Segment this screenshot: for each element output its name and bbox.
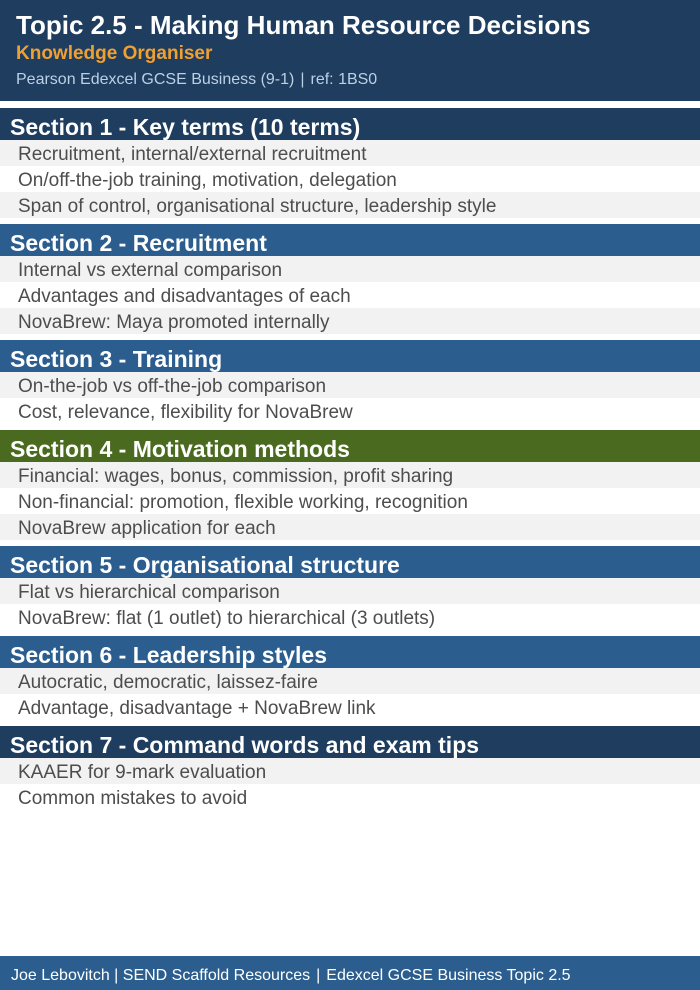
section-heading: Section 6 - Leadership styles [0,636,700,668]
section-block [0,340,700,424]
section-item: Internal vs external comparison [0,256,700,282]
spec-meta [16,69,700,91]
section-block [0,636,700,720]
section-item: Recruitment, internal/external recruitment [0,140,700,166]
section-item: On/off-the-job training, motivation, delegation [0,166,700,192]
sections-list [0,108,700,816]
section-item: NovaBrew: Maya promoted internally [0,308,700,334]
section-item: Advantages and disadvantages of each [0,282,700,308]
section-heading: Section 7 - Command words and exam tips [0,726,700,758]
section-heading: Section 2 - Recruitment [0,224,700,256]
section-block [0,108,700,218]
section-block [0,726,700,810]
footer-course: Edexcel GCSE Business Topic 2.5 [326,967,571,984]
section-item: Span of control, organisational structure, leadership style [0,192,700,218]
footer-separator: | [316,967,321,984]
spec-ref: ref: 1BS0 [310,71,378,88]
section-item: KAAER for 9-mark evaluation [0,758,700,784]
section-heading: Section 3 - Training [0,340,700,372]
section-block [0,224,700,334]
page-header [0,0,700,101]
section-item: Common mistakes to avoid [0,784,700,810]
section-item: On-the-job vs off-the-job comparison [0,372,700,398]
section-item: Advantage, disadvantage + NovaBrew link [0,694,700,720]
section-item: Autocratic, democratic, laissez-faire [0,668,700,694]
page-title: Topic 2.5 - Making Human Resource Decisions [16,10,591,40]
section-block [0,430,700,540]
footer-author: Joe Lebovitch | SEND Scaffold Resources [11,967,311,984]
page-footer [0,956,700,990]
spec-name: Pearson Edexcel GCSE Business (9-1) [16,71,295,88]
section-block [0,546,700,630]
section-heading: Section 5 - Organisational structure [0,546,700,578]
meta-separator: | [300,71,305,88]
page-subtitle: Knowledge Organiser [16,43,213,64]
section-item: NovaBrew: flat (1 outlet) to hierarchical (3 outlets) [0,604,700,630]
section-item: Cost, relevance, flexibility for NovaBrew [0,398,700,424]
section-item: NovaBrew application for each [0,514,700,540]
section-heading: Section 1 - Key terms (10 terms) [0,108,700,140]
section-item: Financial: wages, bonus, commission, profit sharing [0,462,700,488]
section-item: Non-financial: promotion, flexible working, recognition [0,488,700,514]
section-item: Flat vs hierarchical comparison [0,578,700,604]
section-heading: Section 4 - Motivation methods [0,430,700,462]
